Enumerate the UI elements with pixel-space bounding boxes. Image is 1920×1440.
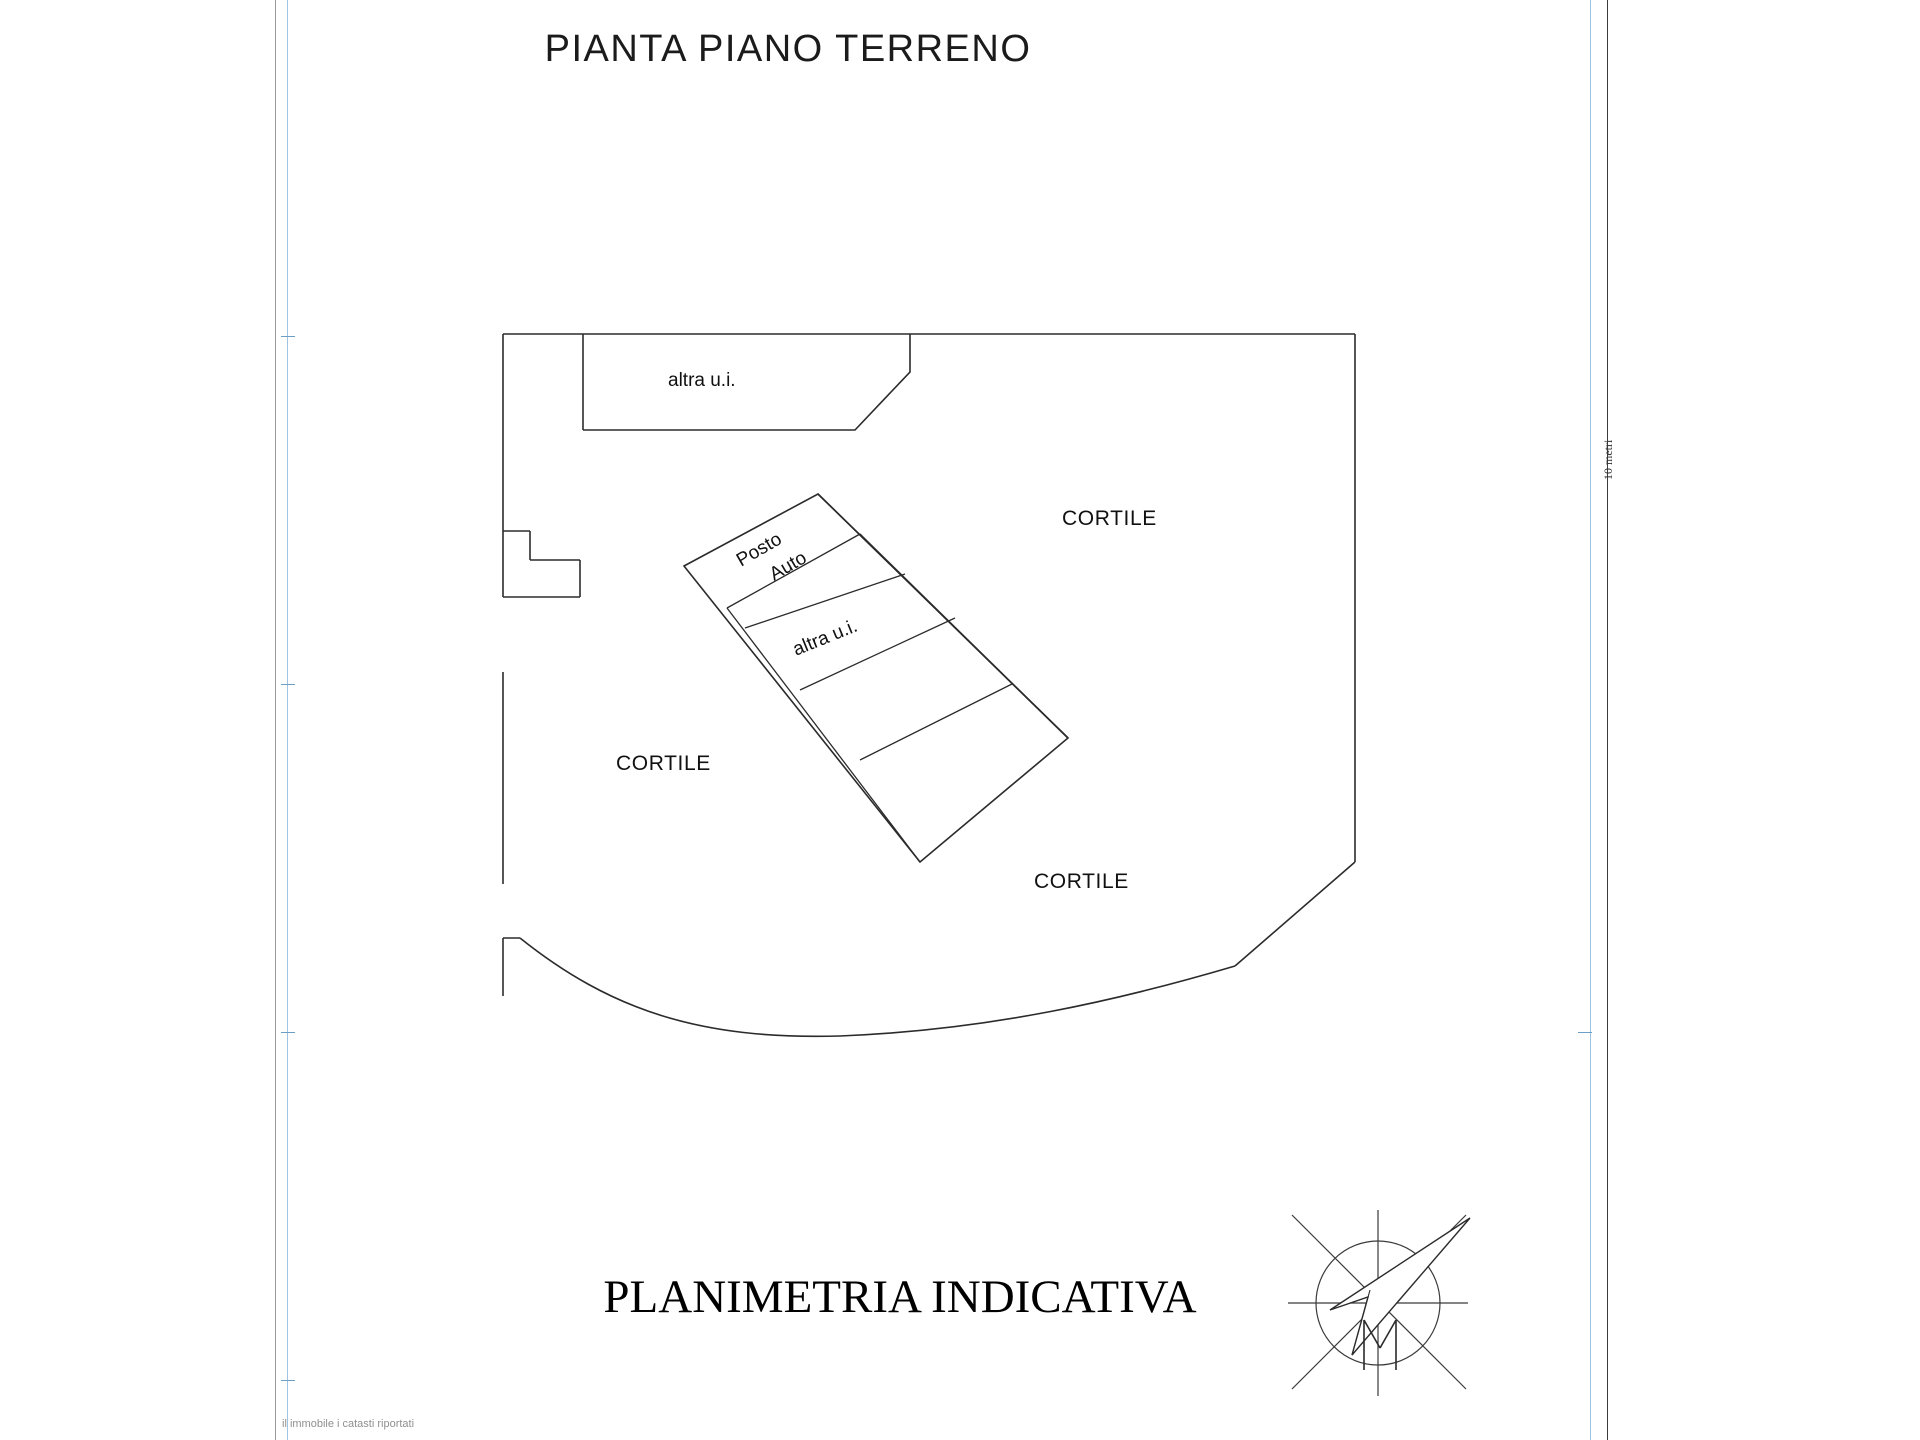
label-altra-ui-top: altra u.i. <box>668 370 736 391</box>
label-cortile-left: CORTILE <box>616 752 711 775</box>
wall-right-lower-diagonal <box>1235 862 1355 966</box>
page-title-text: PIANTA PIANO TERRENO <box>544 28 1032 70</box>
page-title <box>0 28 1920 71</box>
compass-letter-n <box>1364 1320 1396 1370</box>
label-posto-auto-line2: Auto <box>766 547 811 586</box>
footer-title: PLANIMETRIA INDICATIVA <box>603 1271 1197 1323</box>
label-posto-auto-line1: Posto <box>733 528 786 572</box>
parking-divider-4 <box>860 684 1012 760</box>
label-cortile-bottom: CORTILE <box>1034 870 1129 893</box>
label-altra-ui-parking: altra u.i. <box>790 615 861 661</box>
parking-divider-2 <box>745 574 905 628</box>
wall-bottom-curve <box>520 938 1235 1036</box>
compass-needle <box>1330 1218 1470 1355</box>
label-cortile-right: CORTILE <box>1062 507 1157 530</box>
wall-strip-bottom <box>583 334 910 430</box>
footnote-text: il immobile i catasti riportati <box>282 1418 415 1430</box>
scale-bar-label: 10 metri <box>1601 439 1615 480</box>
north-arrow-compass <box>1288 1210 1470 1396</box>
